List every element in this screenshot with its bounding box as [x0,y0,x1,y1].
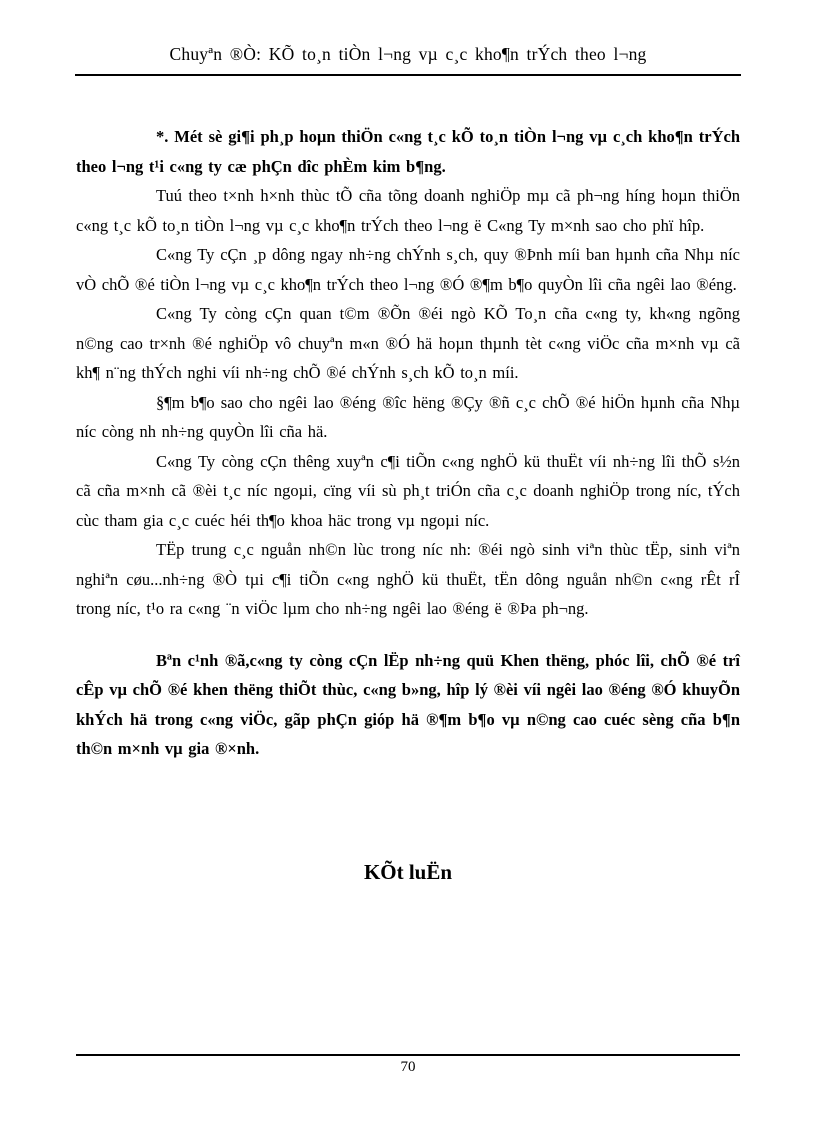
paragraph: C«ng Ty cÇn ¸p dông ngay nh÷ng chÝnh s¸ch, quy ®Þnh míi ban hµnh cña Nhµ níc vÒ chÕ ®é tiÒn l¬ng vµ c¸c kho¶n trÝch theo l¬ng ®Ó ®¶m b¶o quyÒn lîi cña ngêi lao ®éng. [76,245,740,294]
paragraph: C«ng Ty còng cÇn thêng xuyªn c¶i tiÕn c«ng nghÖ kü thuËt víi nh÷ng lîi thÕ s½n cã cña m×nh cã ®èi t¸c níc ngoµi, cïng víi sù ph¸t triÓn cña c¸c doanh nghiÖp trong níc, tÝch cùc tham gia c¸c cuéc héi th¶o khoa häc trong vµ ngoµi níc. [76,451,740,530]
header-divider [75,74,741,76]
paragraph: Tuú theo t×nh h×nh thùc tÕ cña tõng doanh nghiÖp mµ cã ph¬ng híng hoµn thiÖn c«ng t¸c kÕ to¸n tiÒn l¬ng vµ c¸c kho¶n trÝch theo l¬ng ë C«ng Ty m×nh sao cho phï hîp. [76,186,740,235]
conclusion-heading: KÕt luËn [363,859,453,884]
page-header [0,0,816,76]
paragraph: C«ng Ty còng cÇn quan t©m ®Õn ®éi ngò KÕ To¸n cña c«ng ty, kh«ng ngõng n©ng cao tr×nh ®é nghiÖp vô chuyªn m«n ®Ó hä hoµn thµnh tèt c«ng viÖc cña m×nh vµ cã kh¶ n¨ng thÝch nghi víi nh÷ng chÕ ®é chÝnh s¸ch kÕ to¸n míi. [76,304,740,382]
document-body [0,122,816,885]
header-title: Chuyªn ®Ò: KÕ to¸n tiÒn l¬ng vµ c¸c kho¶n trÝch theo l¬ng [169,44,647,64]
paragraph: §¶m b¶o sao cho ngêi lao ®éng ®îc hëng ®Çy ®ñ c¸c chÕ ®é hiÖn hµnh cña Nhµ níc còng nh nh÷ng quyÒn lîi cña hä. [76,392,740,441]
page-footer [76,1054,740,1076]
paragraph: TËp trung c¸c nguån nh©n lùc trong níc nh: ®éi ngò sinh viªn thùc tËp, sinh viªn nghiªn cøu...nh÷ng ®Ò tµi c¶i tiÕn c«ng nghÖ kü thuËt, tËn dông nguån nh©n c«ng rÊt rÎ trong níc, t¹o ra c«ng ¨n viÖc lµm cho nh÷ng ngêi lao ®éng ë ®Þa ph¬ng. [76,540,740,618]
paragraph-emphasis: Bªn c¹nh ®ã,c«ng ty còng cÇn lËp nh÷ng quü Khen thëng, phóc lîi, chÕ ®é trî cÊp vµ chÕ ®é khen thëng thiÕt thùc, c«ng b»ng, hîp lý ®èi víi ngêi lao ®éng ®Ó khuyÕn khÝch hä trong c«ng viÖc, gãp phÇn gióp hä ®¶m b¶o vµ n©ng cao cuéc sèng cña b¶n th©n m×nh vµ gia ®×nh. [76,650,740,758]
page-number: 70 [400,1059,416,1075]
paragraph-section-title: *. Mét sè gi¶i ph¸p hoµn thiÖn c«ng t¸c kÕ to¸n tiÒn l¬ng vµ c¸ch kho¶n trÝch theo l¬ng t¹i c«ng ty cæ phÇn dîc phÈm kim b¶ng. [76,127,740,176]
